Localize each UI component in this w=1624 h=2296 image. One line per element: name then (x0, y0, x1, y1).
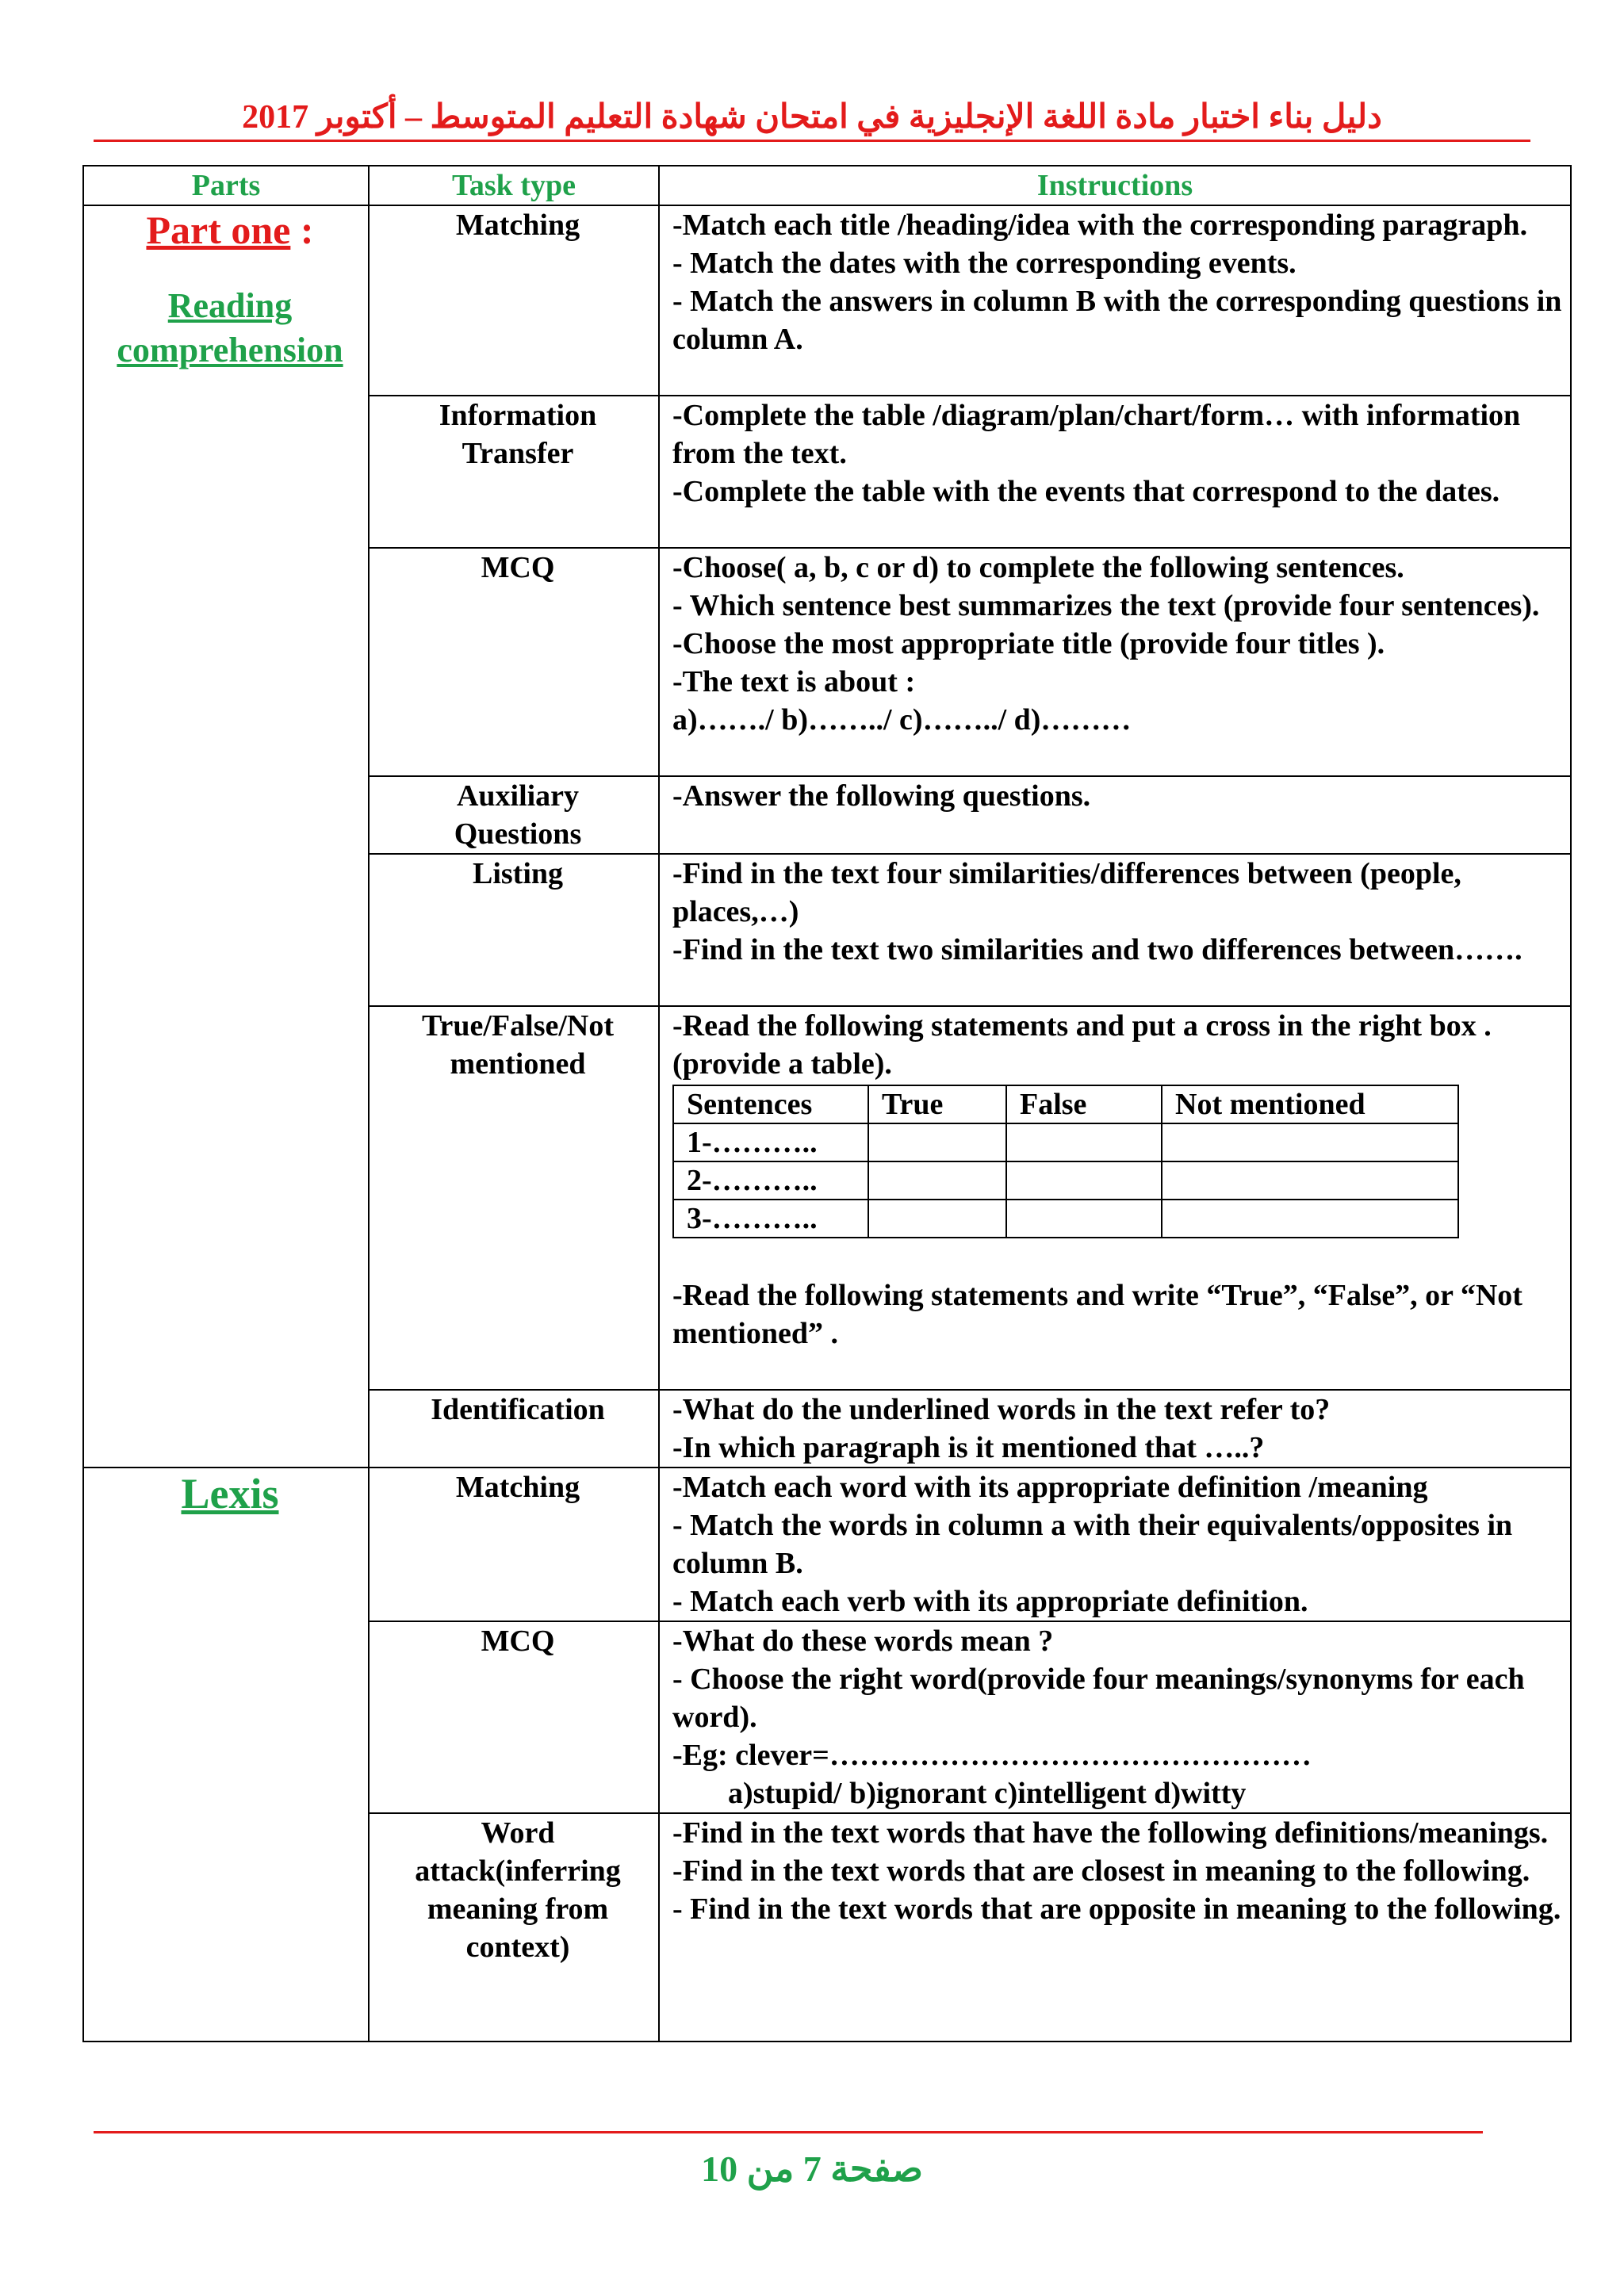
header-instructions: Instructions (659, 166, 1571, 205)
header-task-type: Task type (369, 166, 659, 205)
task-information-transfer: Information Transfer (369, 396, 659, 548)
task-lexis-matching: Matching (369, 1468, 659, 1621)
instructions-listing: -Find in the text four similarities/differences between (people, places,…) -Find in the text two similarities and two differences between……. (659, 854, 1571, 1006)
instructions-mcq: -Choose( a, b, c or d) to complete the following sentences. - Which sentence best summarizes the text (provide four sentences). -Choose the most appropriate title (provide four titles ). -The text is about : a)……./ b)……../ c)……../ d)……… (659, 548, 1571, 776)
table-row (83, 1468, 1571, 1621)
instructions-auxiliary-questions: -Answer the following questions. (659, 776, 1571, 854)
lexis-label: Lexis (181, 1470, 279, 1517)
instructions-true-false (659, 1006, 1571, 1390)
task-identification: Identification (369, 1390, 659, 1468)
task-matching: Matching (369, 205, 659, 396)
lexis-mcq-text: -What do these words mean ? - Choose the right word(provide four meanings/synonyms for each word). -Eg: clever=………………………………………… (672, 1624, 1525, 1772)
tf-cell-false (1006, 1161, 1162, 1200)
tf-cell-false (1006, 1123, 1162, 1161)
header-parts: Parts (83, 166, 369, 205)
tf-cell-true (868, 1123, 1006, 1161)
instructions-lexis-matching: -Match each word with its appropriate definition /meaning - Match the words in column a with their equivalents/opposites in column B. - Match each verb with its appropriate definition. (659, 1468, 1571, 1621)
task-listing: Listing (369, 854, 659, 1006)
true-false-instruction-2: -Read the following statements and write “True”, “False”, or “Not mentioned” . (672, 1279, 1522, 1350)
reading-comprehension-label: Reading comprehension (117, 286, 343, 369)
page-number: صفحة 7 من 10 (701, 2149, 923, 2189)
table-row (83, 205, 1571, 396)
tf-header-not-mentioned: Not mentioned (1162, 1085, 1458, 1123)
task-lexis-mcq: MCQ (369, 1621, 659, 1813)
tf-cell-false (1006, 1200, 1162, 1238)
footer-divider (94, 2131, 1483, 2133)
tf-sentence: 1-……….. (673, 1123, 868, 1161)
tf-header-false: False (1006, 1085, 1162, 1123)
tf-row (673, 1161, 1458, 1200)
tf-cell-true (868, 1161, 1006, 1200)
page-header-title: دليل بناء اختبار مادة اللغة الإنجليزية في امتحان شهادة التعليم المتوسط – أكتوبر 2017 (242, 99, 1382, 136)
exam-guide-table (82, 165, 1572, 2042)
tf-cell-not-mentioned (1162, 1200, 1458, 1238)
task-mcq: MCQ (369, 548, 659, 776)
task-word-attack: Word attack(inferring meaning from context) (369, 1813, 659, 2042)
part-one-cell (83, 205, 369, 1468)
tf-sentence: 3-……….. (673, 1200, 868, 1238)
tf-header-true: True (868, 1085, 1006, 1123)
tf-sentence: 2-……….. (673, 1161, 868, 1200)
instructions-information-transfer: -Complete the table /diagram/plan/chart/form… with information from the text. -Complete the table with the events that correspond to the dates. (659, 396, 1571, 548)
tf-cell-not-mentioned (1162, 1161, 1458, 1200)
table-header-row (83, 166, 1571, 205)
task-auxiliary-questions: Auxiliary Questions (369, 776, 659, 854)
instructions-identification: -What do the underlined words in the text refer to? -In which paragraph is it mentioned that …..? (659, 1390, 1571, 1468)
tf-header-row (673, 1085, 1458, 1123)
tf-cell-not-mentioned (1162, 1123, 1458, 1161)
tf-cell-true (868, 1200, 1006, 1238)
lexis-mcq-options: a)stupid/ b)ignorant c)intelligent d)witty (728, 1777, 1247, 1810)
tf-row (673, 1200, 1458, 1238)
instructions-matching: -Match each title /heading/idea with the corresponding paragraph. - Match the dates with the corresponding events. - Match the answers in column B with the corresponding questions in column A. (659, 205, 1571, 396)
instructions-lexis-mcq (659, 1621, 1571, 1813)
part-one-label: Part one : (146, 208, 314, 252)
tf-header-sentences: Sentences (673, 1085, 868, 1123)
tf-row (673, 1123, 1458, 1161)
lexis-cell (83, 1468, 369, 2042)
header-divider (94, 140, 1530, 142)
instructions-word-attack: -Find in the text words that have the following definitions/meanings. -Find in the text words that are closest in meaning to the following. - Find in the text words that are opposite in meaning to the following. (659, 1813, 1571, 2042)
task-true-false: True/False/Not mentioned (369, 1006, 659, 1390)
true-false-instruction-1: -Read the following statements and put a cross in the right box . (provide a table). (672, 1009, 1492, 1081)
true-false-table (672, 1085, 1459, 1238)
